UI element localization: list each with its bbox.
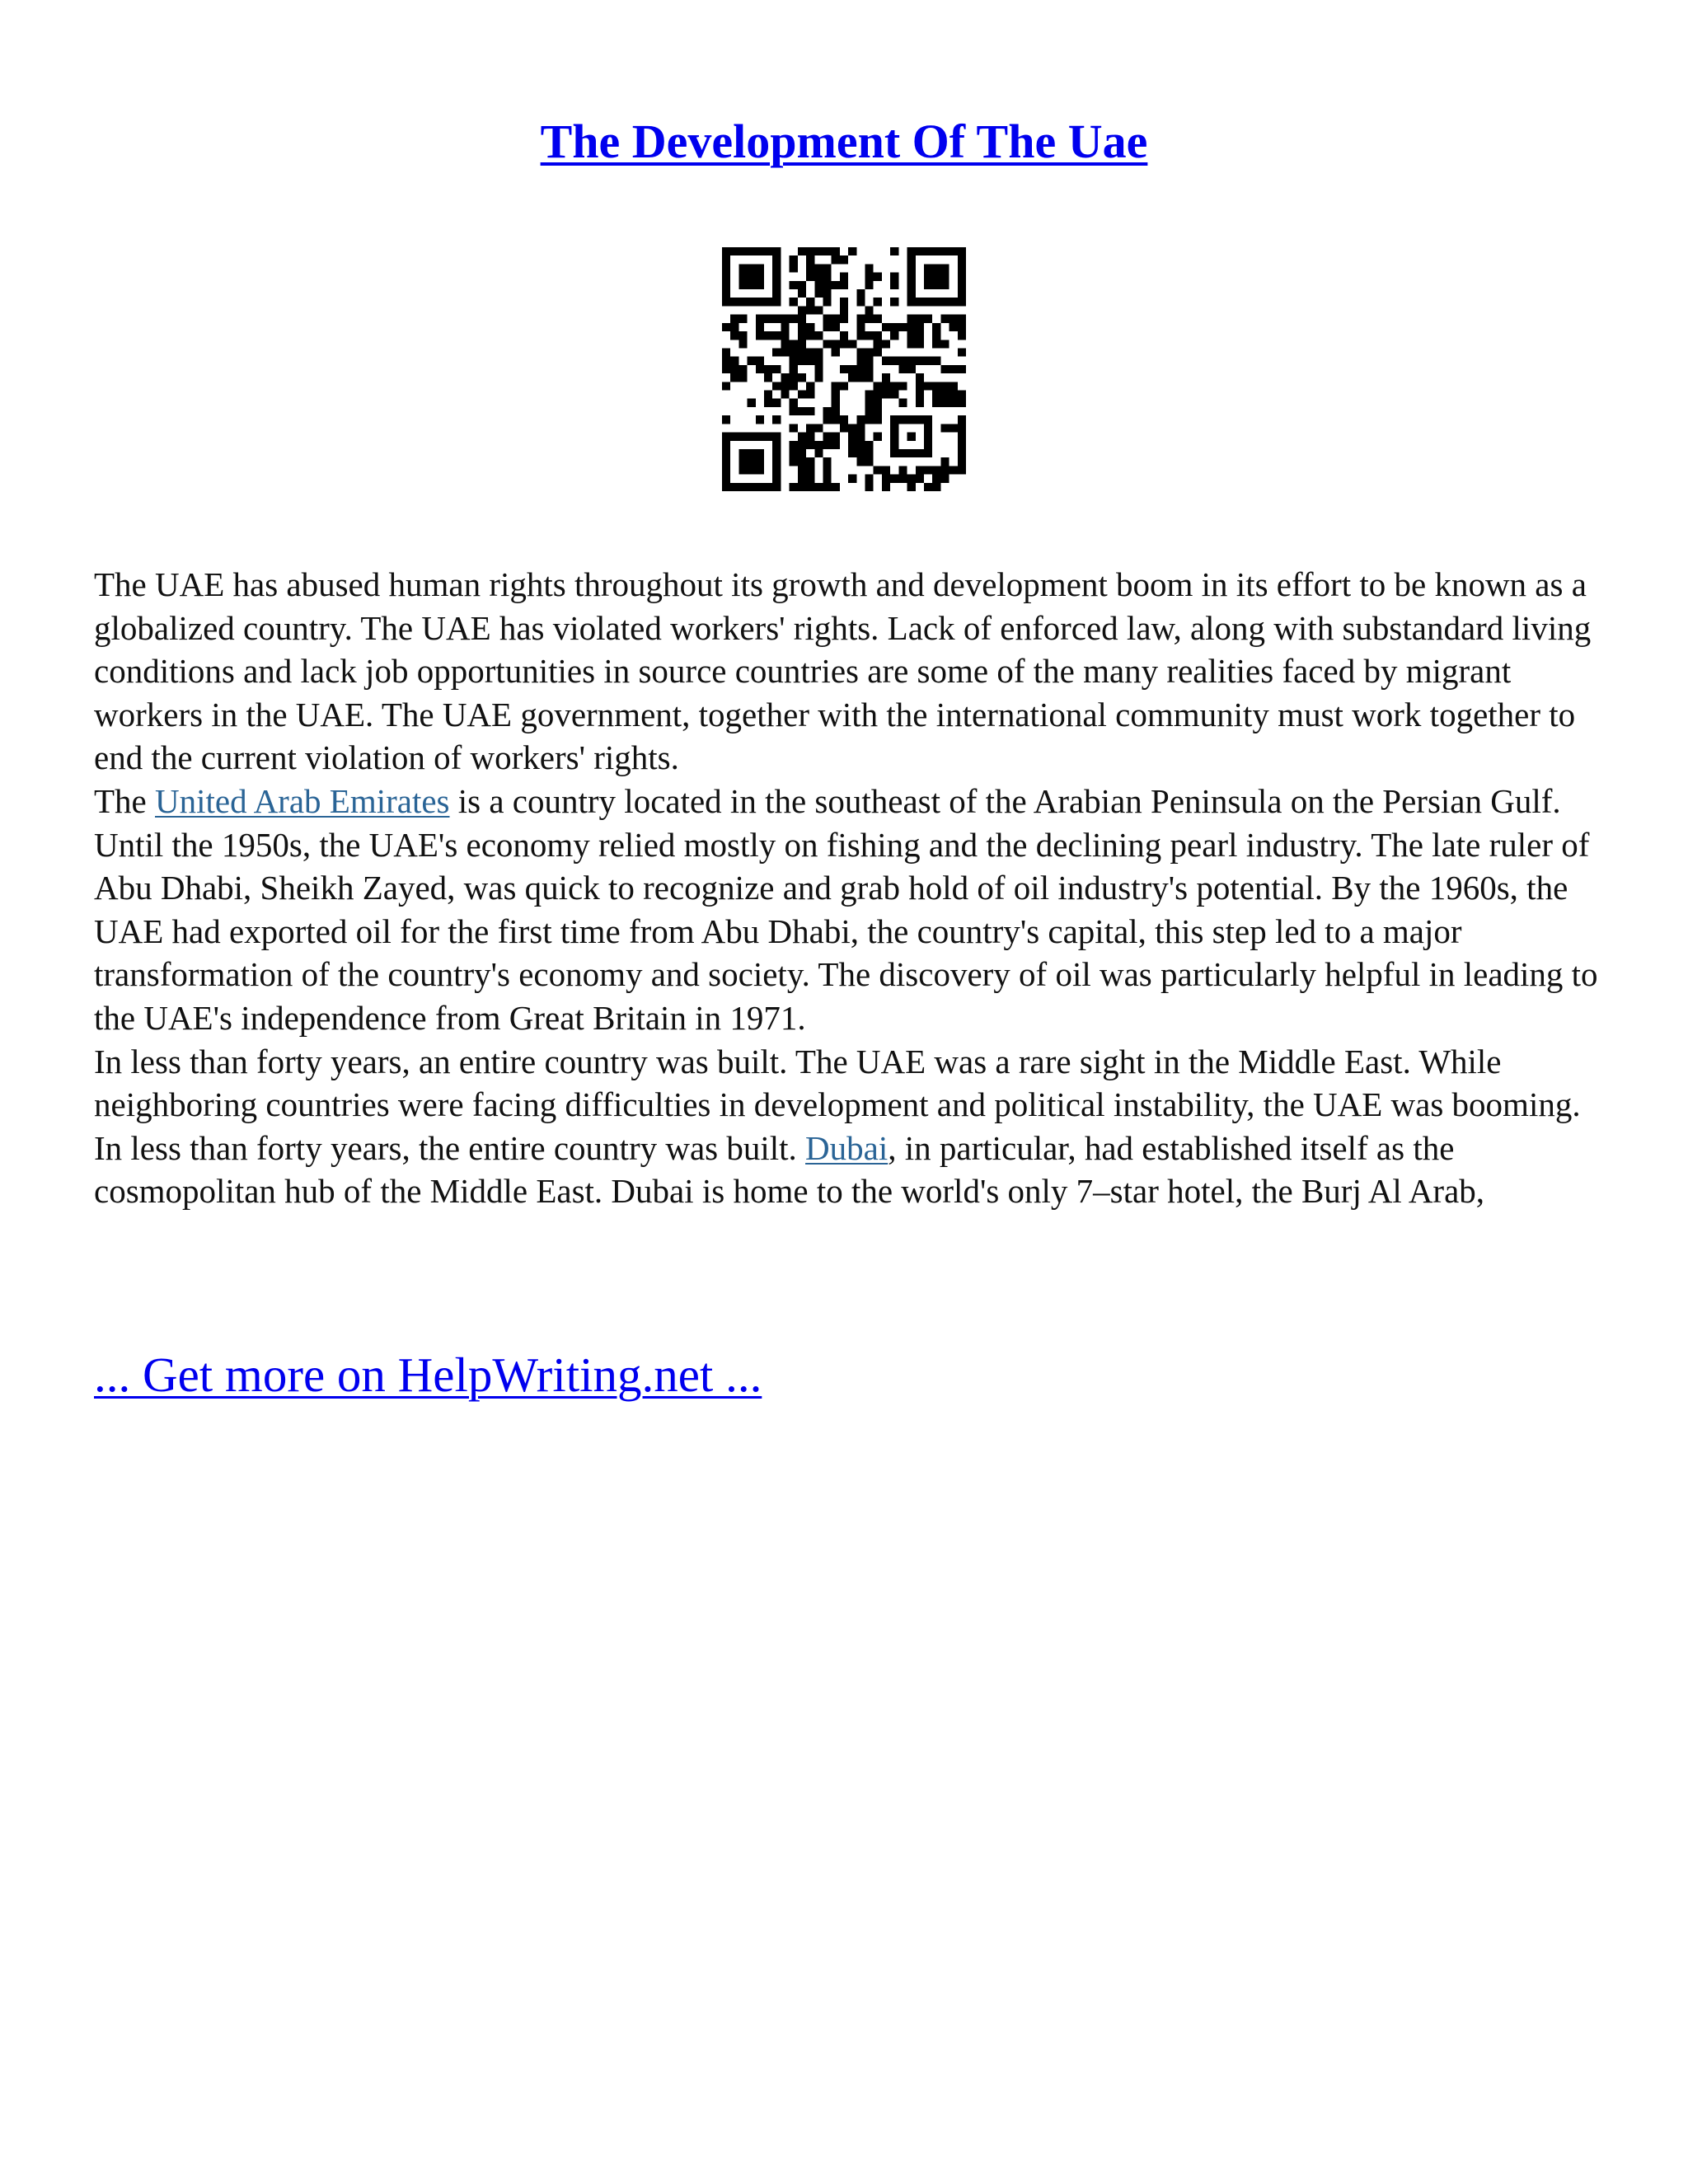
qr-code-icon — [722, 247, 966, 491]
paragraph-history — [94, 780, 1602, 1040]
document-title-link[interactable]: The Development Of The Uae — [540, 115, 1148, 168]
paragraph-history-lead: The — [94, 781, 155, 820]
title-container — [0, 114, 1688, 169]
get-more-link[interactable]: ... Get more on HelpWriting.net ... — [94, 1347, 762, 1402]
article-body — [94, 563, 1602, 1213]
paragraph-growth-lead: In less than forty years, an entire country was built. The UAE was a rare sight in the Middle East. While neighboring countries were facing difficulties in development and political instability, the UAE was booming. In less than forty years, the entire country was built. — [94, 1042, 1581, 1167]
paragraph-intro: The UAE has abused human rights throughout its growth and development boom in its effort to be known as a globalized country. The UAE has violated workers' rights. Lack of enforced law, along with substandard living conditions and lack job opportunities in source countries are some of the many realities faced by migrant workers in the UAE. The UAE government, together with the international community must work together to end the current violation of workers' rights. — [94, 565, 1592, 777]
paragraph-growth — [94, 1040, 1602, 1213]
paragraph-growth-rest: , in particular, had established itself as the cosmopolitan hub of the Middle East. Dubai is home to the world's only 7–star hotel, the Burj Al Arab, — [94, 1128, 1485, 1211]
united-arab-emirates-link[interactable]: United Arab Emirates — [155, 781, 450, 820]
dubai-link[interactable]: Dubai — [805, 1128, 889, 1167]
paragraph-history-rest: is a country located in the southeast of the Arabian Peninsula on the Persian Gulf. Until the 1950s, the UAE's economy relied mostly on fishing and the declining pearl industry. The late ruler of Abu Dhabi, Sheikh Zayed, was quick to recognize and grab hold of oil industry's potential. By the 1960s, the UAE had exported oil for the first time from Abu Dhabi, the country's capital, this step led to a major transformation of the country's economy and society. The discovery of oil was particularly helpful in leading to the UAE's independence from Great Britain in 1971. — [94, 781, 1598, 1037]
